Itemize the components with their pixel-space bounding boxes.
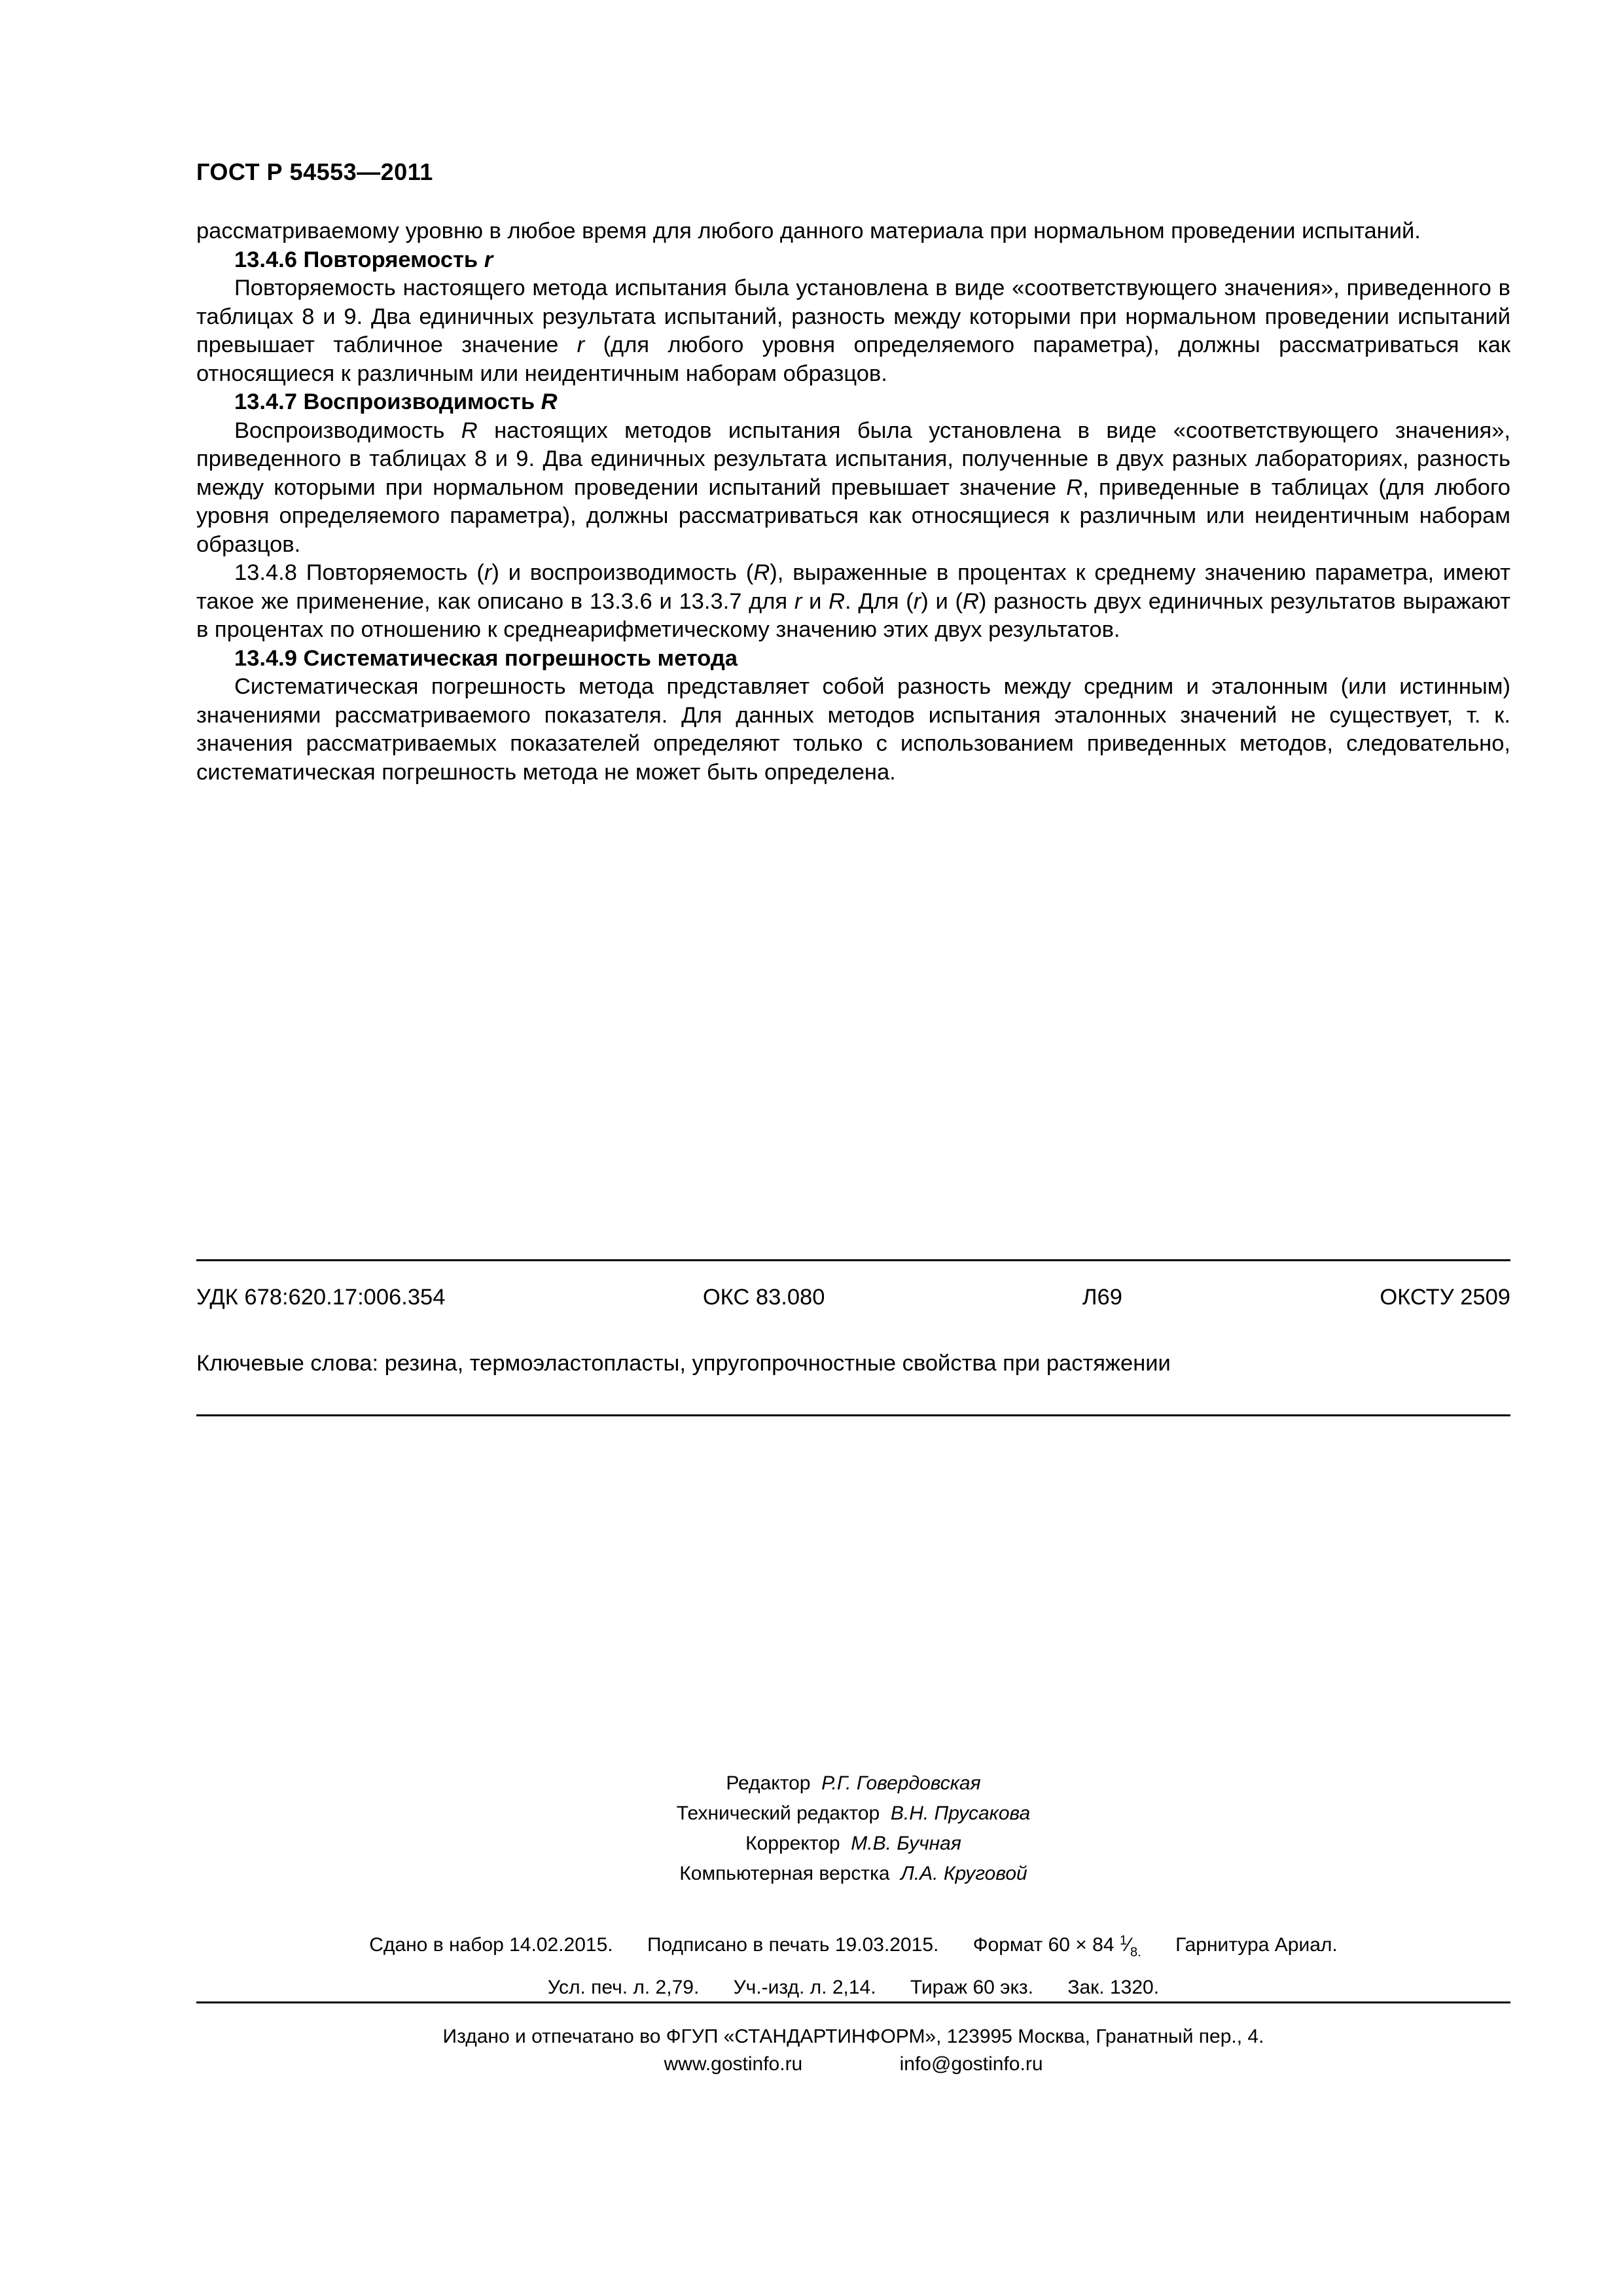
publisher-email: info@gostinfo.ru (899, 2053, 1043, 2075)
role-label: Корректор (745, 1833, 840, 1854)
standard-designation: ГОСТ Р 54553—2011 (196, 158, 433, 185)
publisher-address: Издано и отпечатано во ФГУП «СТАНДАРТИНФОРМ», 123995 Москва, Гранатный пер., 4. (442, 2026, 1264, 2047)
person-name: М.В. Бучная (851, 1833, 961, 1854)
role-label: Технический редактор (676, 1803, 880, 1824)
format-spec: Формат 60 × 84 $^1$⁄ $_{8.}$ (973, 1934, 1141, 1956)
divider (196, 2001, 1510, 2003)
paragraph: Систематическая погрешность метода представляет собой разность между средним и эталонным (или истинным) значениями рассматриваемого показателя. Для данных методов испытания эталонных значений не существует, т. к. значения рассматриваемых показателей определяют только с использованием приведенных методов, следовательно, систематическая погрешность метода не может быть определена. (196, 674, 1510, 785)
role-label: Редактор (726, 1772, 811, 1794)
person-name: Л.А. Круговой (901, 1863, 1027, 1884)
udk-code: УДК 678:620.17:006.354 (196, 1285, 446, 1310)
print-info-line-1 (196, 1923, 1510, 1970)
role-label: Компьютерная верстка (679, 1863, 890, 1884)
corrector-line (196, 1829, 1510, 1859)
section-heading-13-4-9: 13.4.9 Систематическая погрешность метода (234, 645, 738, 671)
paragraph: 13.4.8 Повторяемость (r) и воспроизводимость (R), выраженные в процентах к среднему значению параметра, имеют такое же применение, как описано в 13.3.6 и 13.3.7 для r и R. Для (r) и (R) разность двух единичных результатов выражают в процентах по отношению к среднеарифметическому значению этих двух результатов. (196, 560, 1511, 642)
publisher-footer (196, 2001, 1510, 2075)
publisher-contacts (196, 2053, 1510, 2075)
typeface-name: Гарнитура Ариал. (1175, 1934, 1338, 1956)
classification-codes-row (196, 1285, 1510, 1310)
section-heading-13-4-7: 13.4.7 Воспроизводимость R (234, 389, 558, 414)
print-info-line-2 (196, 1970, 1510, 2005)
layout-line (196, 1859, 1510, 1889)
body-text (196, 217, 1510, 787)
person-name: Р.Г. Говердовская (821, 1772, 981, 1794)
typeset-date: Сдано в набор 14.02.2015. (369, 1934, 613, 1956)
conventional-sheets: Усл. печ. л. 2,79. (547, 1977, 700, 1998)
print-run: Тираж 60 экз. (910, 1977, 1034, 1998)
paragraph: рассматриваемому уровню в любое время для любого данного материала при нормальном проведении испытаний. (196, 219, 1421, 243)
divider (196, 1259, 1510, 1261)
print-date: Подписано в печать 19.03.2015. (647, 1934, 939, 1956)
colophon (196, 1768, 1510, 2005)
okstu-code: ОКСТУ 2509 (1380, 1285, 1510, 1310)
order-number: Зак. 1320. (1067, 1977, 1160, 1998)
technical-editor-line (196, 1799, 1510, 1829)
publishing-sheets: Уч.-изд. л. 2,14. (733, 1977, 876, 1998)
print-info (196, 1923, 1510, 2005)
publisher-website: www.gostinfo.ru (664, 2053, 803, 2075)
keywords-line: Ключевые слова: резина, термоэластопласты, упругопрочностные свойства при растяжении (196, 1351, 1171, 1376)
codes-section (196, 1259, 1510, 1416)
class-code: Л69 (1082, 1285, 1122, 1310)
section-heading-13-4-6: 13.4.6 Повторяемость r (234, 247, 493, 272)
paragraph: Повторяемость настоящего метода испытания была установлена в виде «соответствующего значения», приведенного в таблицах 8 и 9. Два единичных результата испытаний, разность между которыми при нормальном проведении испытаний превышает табличное значение r (для любого уровня определяемого параметра), должны рассматриваться как относящиеся к различным или неидентичным наборам образцов. (196, 276, 1510, 386)
editor-line (196, 1768, 1510, 1799)
oks-code: ОКС 83.080 (702, 1285, 825, 1310)
divider (196, 1414, 1510, 1416)
person-name: В.Н. Прусакова (890, 1803, 1031, 1824)
format-fraction: $^1$⁄ $_{8.}$ (1120, 1934, 1141, 1956)
paragraph: Воспроизводимость R настоящих методов испытания была установлена в виде «соответствующего значения», приведенного в таблицах 8 и 9. Два единичных результата испытания, полученные в двух разных лабораториях, разность между которыми при нормальном проведении испытаний превышает значение R, приведенные в таблицах (для любого уровня определяемого параметра), должны рассматриваться как относящиеся к различным или неидентичным наборам образцов. (196, 418, 1511, 557)
